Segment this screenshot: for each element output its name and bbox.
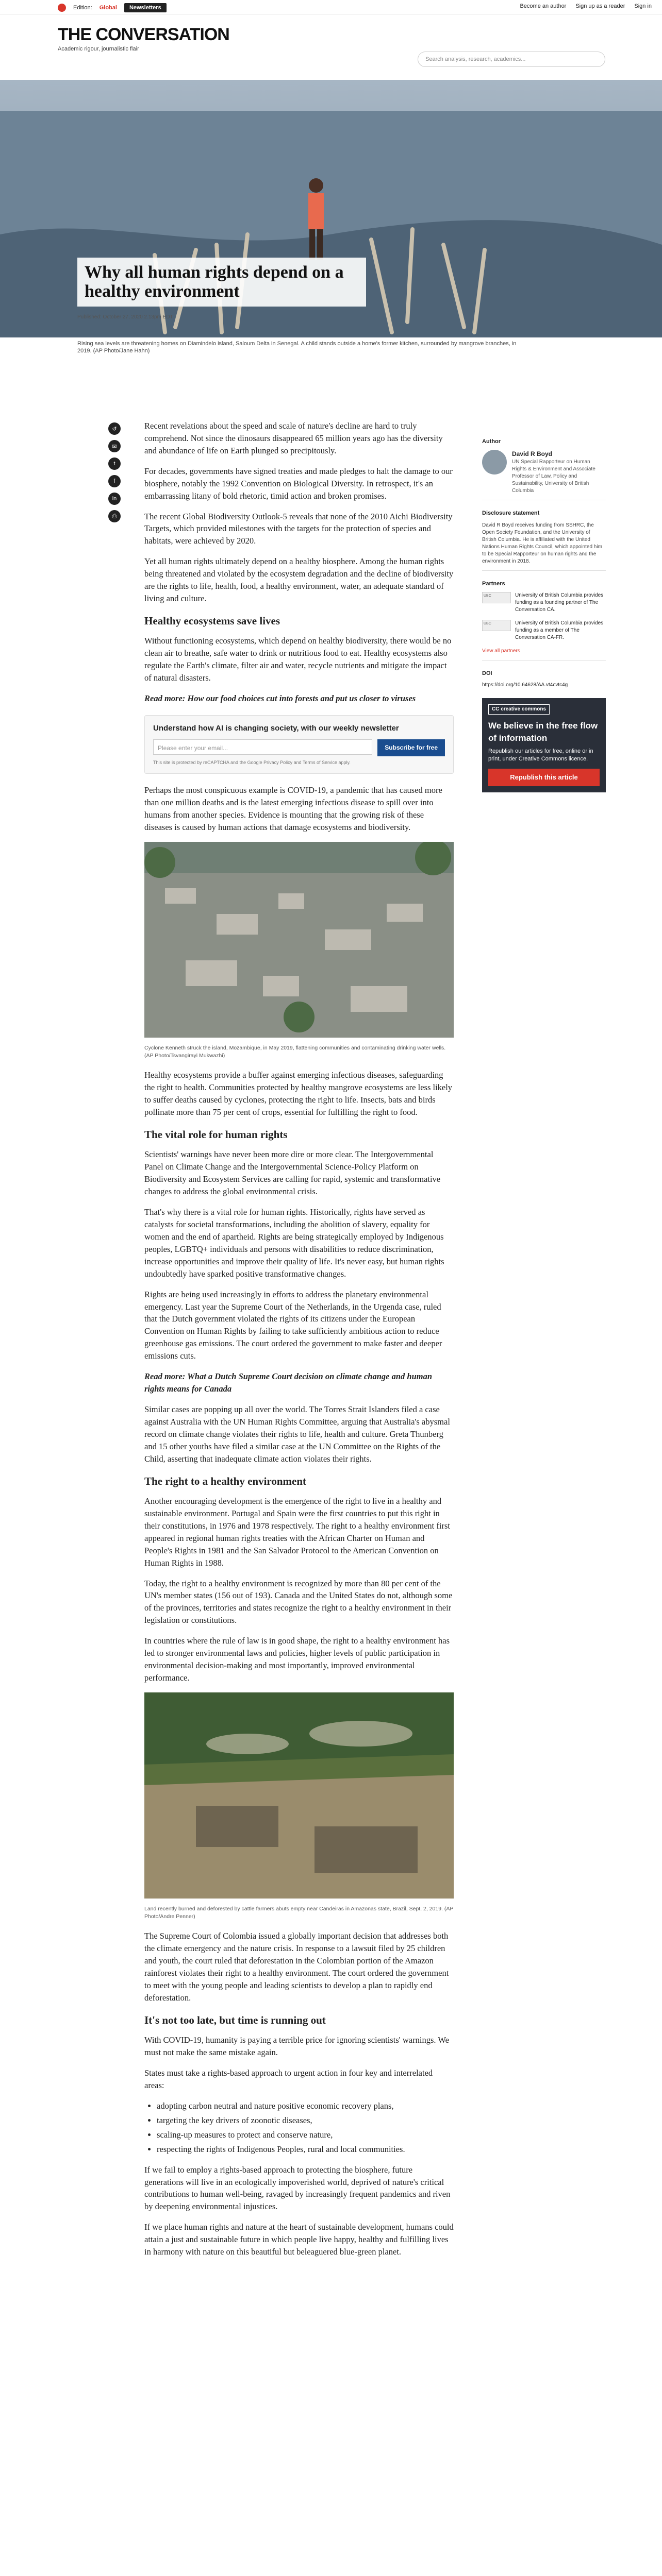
creative-commons-box: [482, 698, 606, 792]
section-heading: The vital role for human rights: [144, 1128, 288, 1141]
partner-item[interactable]: [482, 620, 606, 641]
subscribe-button[interactable]: Subscribe for free: [377, 739, 445, 756]
cc-text: Republish our articles for free, online or in print, under Creative Commons licence.: [488, 748, 593, 762]
share-icon[interactable]: ↺: [108, 422, 121, 435]
published-date: Published: October 27, 2020 2.13pm EDT: [77, 314, 173, 320]
author-heading: Author: [482, 438, 501, 445]
author-card[interactable]: [482, 450, 606, 495]
section-heading: The right to a healthy environment: [144, 1475, 307, 1487]
partner-item[interactable]: [482, 592, 606, 614]
ubc-logo-icon: UBC: [482, 592, 511, 603]
newsletter-disclaimer: This site is protected by reCAPTCHA and the Google Privacy Policy and Terms of Service apply.: [153, 760, 351, 766]
deforestation-photo: [144, 1692, 454, 1899]
paragraph: In countries where the rule of law is in good shape, the right to a healthy environment has led to stronger environmental laws and policies, higher levels of public participation in environmental decision-making and most importantly, improved environmental performance.: [144, 1636, 450, 1683]
partner-text: University of British Columbia provides funding as a founding partner of The Conversation CA.: [515, 592, 604, 613]
paragraph: For decades, governments have signed treaties and made pledges to halt the damage to our biosphere, notably the 1992 Convention on Biological Diversity. In retrospect, it's an embarrassing litany of bold rhetoric, timid action and broken promises.: [144, 466, 453, 501]
paragraph: Similar cases are popping up all over the world. The Torres Strait Islanders filed a case against Australia with the UN Human Rights Committee, arguing that Australia's abysmal record on climate change violates their rights to life, health and culture. Greta Thunberg and 15 other youths have filed a similar case at the UN Committee on the Rights of the Child, asserting that inadequate climate action violates their rights.: [144, 1404, 450, 1464]
figure-cyclone: [144, 842, 454, 1041]
paragraph: Healthy ecosystems provide a buffer against emerging infectious diseases, safeguarding the right to health. Communities protected by healthy mangrove ecosystems are less likely to suffer deaths caused by cyclones, protecting the right to life. Insects, bats and birds pollinate more than 75 per cent of crops, essential for fulfilling the right to food.: [144, 1070, 453, 1117]
paragraph: If we fail to employ a rights-based approach to protecting the biosphere, future generations will live in an ecologically impoverished world, deprived of nature's critical contributions to human well-being, ravaged by increasingly frequent pandemics and riven by deepening environmental injustices.: [144, 2164, 451, 2212]
top-bar: [0, 0, 662, 14]
view-all-partners-link[interactable]: View all partners: [482, 648, 520, 654]
sign-up-link[interactable]: Sign up as a reader: [575, 3, 625, 9]
sign-in-link[interactable]: Sign in: [634, 3, 652, 9]
figure-caption: Land recently burned and deforested by cattle farmers abuts empty near Candeiras in Amazonas state, Brazil, Sept. 2, 2019. (AP Photo/Andre Penner): [144, 1905, 454, 1920]
cc-title: We believe in the free flow of information: [488, 721, 598, 743]
newsletter-title: Understand how AI is changing society, with our weekly newsletter: [153, 724, 399, 733]
edition-label: Edition:: [73, 5, 92, 11]
list-item: • adopting carbon neutral and nature positive economic recovery plans,: [157, 2100, 454, 2112]
paragraph: That's why there is a vital role for human rights. Historically, rights have served as catalysts for societal transformations, including the abolition of slavery, equality for women and the end of apartheid. Rights are being strategically employed by Indigenous peoples, LGBTQ+ individuals and persons with disabilities to reduce discrimination, increase opportunities and improve their quality of life. It's never easy, but human rights undoubtedly have sparked positive transformative changes.: [144, 1207, 444, 1279]
hero-caption: Rising sea levels are threatening homes on Diamindelo island, Saloum Delta in Senegal. A child stands outside a home's former kitchen, surrounded by mangrove branches, in 2019. (AP Photo/Jane Hahn): [77, 341, 517, 354]
paragraph: Recent revelations about the speed and scale of nature's decline are hard to truly comprehend. Not since the dinosaurs disappeared 65 million years ago has the diversity and abundance of life on Earth plunged so precipitously.: [144, 421, 443, 455]
paragraph: States must take a rights-based approach to urgent action in four key and interrelated areas:: [144, 2068, 433, 2091]
author-role: UN Special Rapporteur on Human Rights & Environment and Associate Professor of Law, Policy and Sustainability, University of British Columbia: [512, 459, 595, 494]
brand-tagline: Academic rigour, journalistic flair: [58, 46, 139, 52]
section-heading: It's not too late, but time is running out: [144, 2013, 326, 2026]
conversation-logo-icon[interactable]: [58, 4, 66, 12]
paragraph: Another encouraging development is the emergence of the right to live in a healthy and sustainable environment. Portugal and Spain were the first countries to put this right in their constitutions, in 1976 and 1978 respectively. The right to a healthy environment first appeared in regional human rights treaties with the African Charter on Human and People's Rights in 1981 and the San Salvador Protocol to the American Convention on Human Rights in 1988.: [144, 1496, 450, 1568]
brand[interactable]: [58, 25, 229, 52]
paragraph: Today, the right to a healthy environment is recognized by more than 80 per cent of the UN's member states (156 out of 193). Canada and the United States do not, although some of the provinces, territories and states recognize the right to a healthy environment in their legislation or constitutions.: [144, 1578, 453, 1625]
brand-name[interactable]: THE CONVERSATION: [58, 25, 229, 44]
disclosure-heading: Disclosure statement: [482, 510, 540, 517]
doi-heading: DOI: [482, 670, 492, 676]
creative-commons-icon: CC creative commons: [488, 704, 550, 715]
edition-selector[interactable]: Global: [99, 5, 117, 11]
paragraph: If we place human rights and nature at the heart of sustainable development, humans could attain a just and sustainable future in which people live happy, healthy and fulfilling lives in harmony with nature on this beautiful but beleaguered blue-green planet.: [144, 2222, 454, 2257]
paragraph: With COVID-19, humanity is paying a terrible price for ignoring scientists' warnings. We must not make the same mistake again.: [144, 2035, 449, 2058]
paragraph: Scientists' warnings have never been more dire or more clear. The Intergovernmental Panel on Climate Change and the Intergovernmental Science-Policy Platform on Biodiversity and Ecosystem Services are calling for rapid, systemic and transformative changes to address the global environmental crisis.: [144, 1149, 441, 1197]
linkedin-icon[interactable]: in: [108, 493, 121, 505]
read-more-link[interactable]: Read more: What a Dutch Supreme Court decision on climate change and human rights means for Canada: [144, 1371, 433, 1394]
republish-button[interactable]: Republish this article: [488, 769, 600, 786]
paragraph: The Supreme Court of Colombia issued a globally important decision that addresses both the climate emergency and the nature crisis. In response to a lawsuit filed by 25 children and youth, the court ruled that deforestation in the Colombian portion of the Amazon rainforest violates their right to a healthy environment. The court ordered the government to meet with the young people and leading scientists to develop a plan to rapidly end deforestation.: [144, 1931, 449, 2003]
become-author-link[interactable]: Become an author: [520, 3, 567, 9]
paragraph: Rights are being used increasingly in efforts to address the planetary environmental emergency. Last year the Supreme Court of the Netherlands, in the Urgenda case, ruled that the Dutch government violated the rights of its citizens under the European Convention on Human Rights by failing to take sufficiently ambitious action to reduce greenhouse gas emissions. The court ordered the government to make faster and deeper emissions cuts.: [144, 1289, 442, 1361]
newsletter-box: [144, 715, 454, 774]
list-item: • scaling-up measures to protect and conserve nature,: [157, 2129, 454, 2141]
sidebar: [482, 438, 606, 792]
disclosure-text: David R Boyd receives funding from SSHRC, the Open Society Foundation, and the University of British Columbia. He is affiliated with the United Nations Human Rights Council, which appointed him to be Special Rapporteur on human rights and the environment in 2018.: [482, 522, 602, 564]
search-input[interactable]: Search analysis, research, academics...: [418, 52, 605, 67]
email-icon[interactable]: ✉: [108, 440, 121, 452]
list-item: • respecting the rights of Indigenous Peoples, rural and local communities.: [157, 2143, 454, 2156]
ubc-logo-icon: UBC: [482, 620, 511, 631]
action-list: [157, 2100, 454, 2156]
paragraph: The recent Global Biodiversity Outlook-5 reveals that none of the 2010 Aichi Biodiversity Targets, which provided milestones with the targets for the protection of species and habitats, were achieved by 2020.: [144, 511, 453, 546]
section-heading: Healthy ecosystems save lives: [144, 614, 280, 627]
partners-heading: Partners: [482, 580, 505, 587]
doi-link[interactable]: https://doi.org/10.64628/AA.vt4cvtc4g: [482, 682, 568, 688]
list-item: • targeting the key drivers of zoonotic diseases,: [157, 2114, 454, 2127]
paragraph: Without functioning ecosystems, which depend on healthy biodiversity, there would be no clean air to breathe, safe water to drink or nutritious food to eat. Healthy ecosystems also regulate the Earth's climate, filter air and water, recycle nutrients and mitigate the impact of natural disasters.: [144, 636, 452, 683]
partner-text: University of British Columbia provides funding as a member of The Conversation CA-FR.: [515, 620, 604, 640]
article-body: [144, 420, 454, 2266]
email-field[interactable]: Please enter your email...: [153, 739, 372, 755]
share-bar: [108, 422, 121, 522]
cyclone-photo: [144, 842, 454, 1038]
figure-deforestation: [144, 1692, 454, 1902]
print-icon[interactable]: ⎙: [108, 510, 121, 522]
paragraph: Perhaps the most conspicuous example is COVID-19, a pandemic that has caused more than one million deaths and is the latest emerging infectious disease to spill over into humans from another species. Evidence is mounting that the growing risk of these diseases is caused by human actions that damage ecosystems and biodiversity.: [144, 785, 442, 832]
article-title: Why all human rights depend on a healthy environment: [77, 258, 366, 307]
child-head: [309, 178, 323, 193]
twitter-icon[interactable]: t: [108, 457, 121, 470]
author-name[interactable]: David R Boyd: [512, 450, 553, 458]
newsletters-button[interactable]: Newsletters: [124, 3, 167, 12]
figure-caption: Cyclone Kenneth struck the island, Mozambique, in May 2019, flattening communities and contaminating drinking water wells. (AP Photo/Tsvangirayi Mukwazhi): [144, 1044, 446, 1059]
read-more-link[interactable]: Read more: How our food choices cut into forests and put us closer to viruses: [144, 693, 416, 704]
child-figure: [308, 193, 324, 229]
facebook-icon[interactable]: f: [108, 475, 121, 487]
avatar[interactable]: [482, 450, 507, 474]
paragraph: Yet all human rights ultimately depend on a healthy biosphere. Among the human rights being threatened and violated by the ecosystem degradation and the decline of biodiversity are the rights to life, health, food, a healthy environment, water, an adequate standard of living and culture.: [144, 556, 454, 604]
